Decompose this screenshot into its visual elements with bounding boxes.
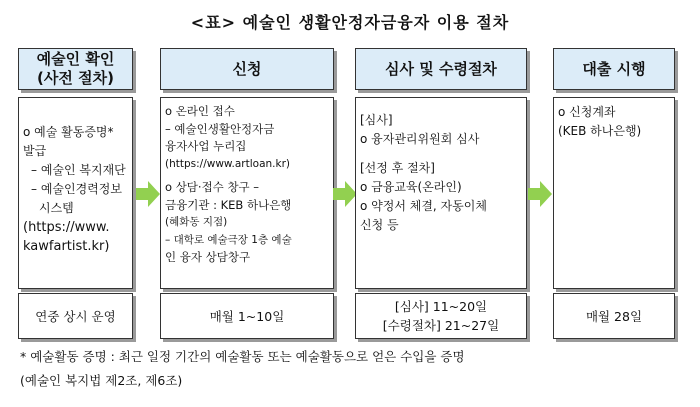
step-2-body [160,97,334,289]
step-4-body-line: o 신청계좌 [558,105,616,119]
step-3-body-line [360,149,522,159]
step-2-body-line: (혜화동 지점) [165,216,228,228]
step-1-body-line: (https://www. [23,220,110,235]
step-3-body-line: o 융자관리위원회 심사 [360,132,480,146]
step-4-body-line: (KEB 하나은행) [558,124,642,138]
step-1-body-line: – 예술인경력정보 [31,182,122,196]
step-2-footer-line: 매월 1~10일 [209,308,285,324]
step-3-body-line: 신청 등 [360,218,399,232]
step-4-body [553,97,675,289]
step-3-body-line [360,103,522,111]
footnote-line: * 예술활동 증명 : 최근 일정 기간의 예술활동 또는 예술활동으로 얻은 수입을 증명 [20,349,465,364]
step-1-body-line: – 예술인 복지재단 [31,163,126,177]
step-1-body-line: o 예술 활동증명* [23,125,114,139]
step-4-footer [553,293,675,339]
step-1-header [18,48,133,90]
step-3-body [355,97,527,289]
step-2-body-line: o 상담·접수 창구 – [165,180,260,194]
step-1-body-line: kawfartist.kr) [23,239,110,254]
step-3-body-line: o 약정서 체결, 자동이체 [360,199,487,213]
step-1-header-line: (사전 절차) [37,69,114,87]
step-2-header [160,48,334,90]
arrow-right-icon [333,181,357,207]
step-3-footer [355,293,527,339]
step-3-body-line: [선정 후 절차] [360,161,435,175]
step-2-body-line: 융자사업 누리집 [165,139,247,153]
step-2-body-line: (https://www.artloan.kr) [165,157,291,170]
step-2-body-line: 인 융자 상담창구 [165,250,251,264]
page-title: <표> 예술인 생활안정자금융자 이용 절차 [190,13,510,32]
footnote-line: (예술인 복지법 제2조, 제6조) [20,373,183,388]
step-1-footer-line: 연중 상시 운영 [35,308,116,324]
step-1-body-line: 발급 [23,144,47,158]
arrow-right-icon [528,181,552,207]
step-3-footer-line: [심사] 11~20일 [394,299,488,314]
arrow-right-icon [136,181,160,207]
step-1-footer [18,293,133,339]
step-1-header-line: 예술인 확인 [36,50,115,68]
step-3-footer-line: [수령절차] 21~27일 [382,318,500,333]
step-3-body-line: o 금융교육(온라인) [360,180,462,194]
step-3-header-line: 심사 및 수령절차 [385,59,497,78]
step-3-header [355,48,527,90]
step-2-body-line: – 예술인생활안정자금 [165,121,275,136]
step-2-footer [160,293,334,339]
step-1-body [18,97,133,289]
step-2-body-line: 금융기관 : KEB 하나은행 [165,197,292,212]
step-2-body-line: – 대학로 예술극장 1층 예술 [165,233,292,246]
step-4-header [553,48,675,90]
step-3-body-line: [심사] [360,113,393,127]
step-1-body-line: 시스템 [39,201,74,215]
step-4-footer-line: 매월 28일 [585,308,643,324]
step-4-header-line: 대출 시행 [582,59,646,78]
step-2-header-line: 신청 [232,59,262,78]
step-2-body-line: o 온라인 접수 [165,104,235,118]
